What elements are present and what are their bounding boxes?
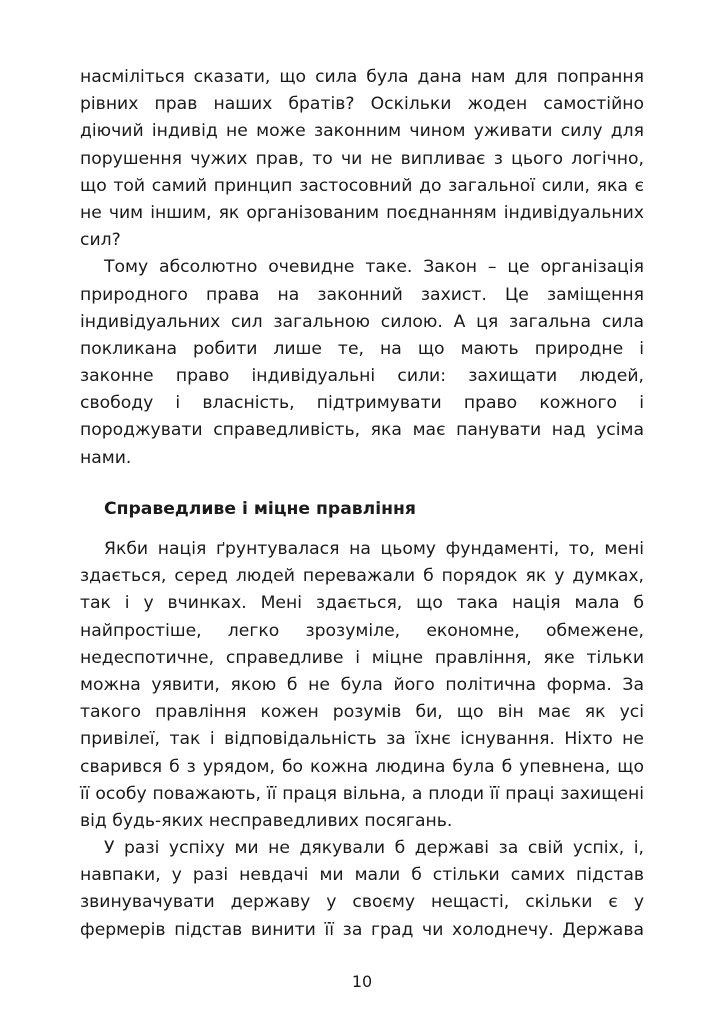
- text-line: індивідуальних сил загальною силою. А ця загальна сила: [80, 311, 644, 332]
- text-line: нами.: [80, 447, 132, 468]
- text-line: найпростіше, легко зрозуміле, економне, обмежене,: [80, 620, 644, 641]
- text-line: покликана робити лише те, на що мають природне і: [80, 338, 644, 359]
- text-line: привілеї, так і відповідальність за їхнє існування. Ніхто не: [80, 729, 644, 750]
- text-line: звинувачувати державу у своєму нещасті, скільки є у: [80, 892, 644, 913]
- paragraph-block-1: [80, 64, 644, 472]
- text-line: рівних прав наших братів? Оскільки жоден самостійно: [80, 94, 644, 115]
- text-line: фермерів підстав винити її за град чи холоднечу. Держава: [80, 919, 644, 940]
- text-line: сварився б з урядом, бо кожна людина була б упевнена, що: [80, 756, 644, 777]
- text-line: породжувати справедливість, яка має панувати над усіма: [80, 420, 644, 441]
- text-line: навпаки, у разі невдачі ми мали б стільки самих підстав: [80, 865, 644, 886]
- text-line: сил?: [80, 230, 121, 251]
- page-number: 10: [351, 972, 373, 991]
- text-line: що той самий принцип застосовний до загальної сили, яка є: [80, 175, 644, 196]
- paragraph-block-2: [80, 536, 644, 944]
- text-line: Якби нація ґрунтувалася на цьому фундаменті, то, мені: [104, 539, 644, 559]
- section-heading: Справедливе і міцне правління: [104, 499, 416, 519]
- text-line: здається, серед людей переважали б порядок як у думках,: [80, 566, 644, 587]
- text-line: її особу поважають, її праця вільна, а плоди її праці захищені: [80, 783, 644, 804]
- text-line: від будь-яких несправедливих посягань.: [80, 810, 453, 831]
- text-line: так і у вчинках. Мені здається, що така нація мала б: [80, 593, 644, 614]
- text-line: не чим іншим, як організованим поєднанням індивідуальних: [80, 202, 644, 223]
- text-line: можна уявити, якою б не була його політична форма. За: [80, 674, 644, 695]
- text-line: діючий індивід не може законним чином уживати силу для: [80, 121, 644, 142]
- text-line: недеспотичне, справедливе і міцне правління, яке тільки: [80, 647, 644, 668]
- text-line: природного права на законний захист. Це заміщення: [80, 284, 644, 305]
- text-line: У разі успіху ми не дякували б державі за свій успіх, і,: [104, 838, 644, 859]
- text-line: законне право індивідуальні сили: захищати людей,: [80, 366, 644, 387]
- text-line: порушення чужих прав, то чи не випливає з цього логічно,: [80, 148, 644, 169]
- text-line: насміліться сказати, що сила була дана нам для попрання: [80, 67, 644, 87]
- text-line: свободу і власність, підтримувати право кожного і: [80, 393, 644, 414]
- text-line: такого правління кожен розумів би, що він має як усі: [80, 702, 644, 723]
- text-line: Тому абсолютно очевидне таке. Закон – це організація: [104, 257, 644, 278]
